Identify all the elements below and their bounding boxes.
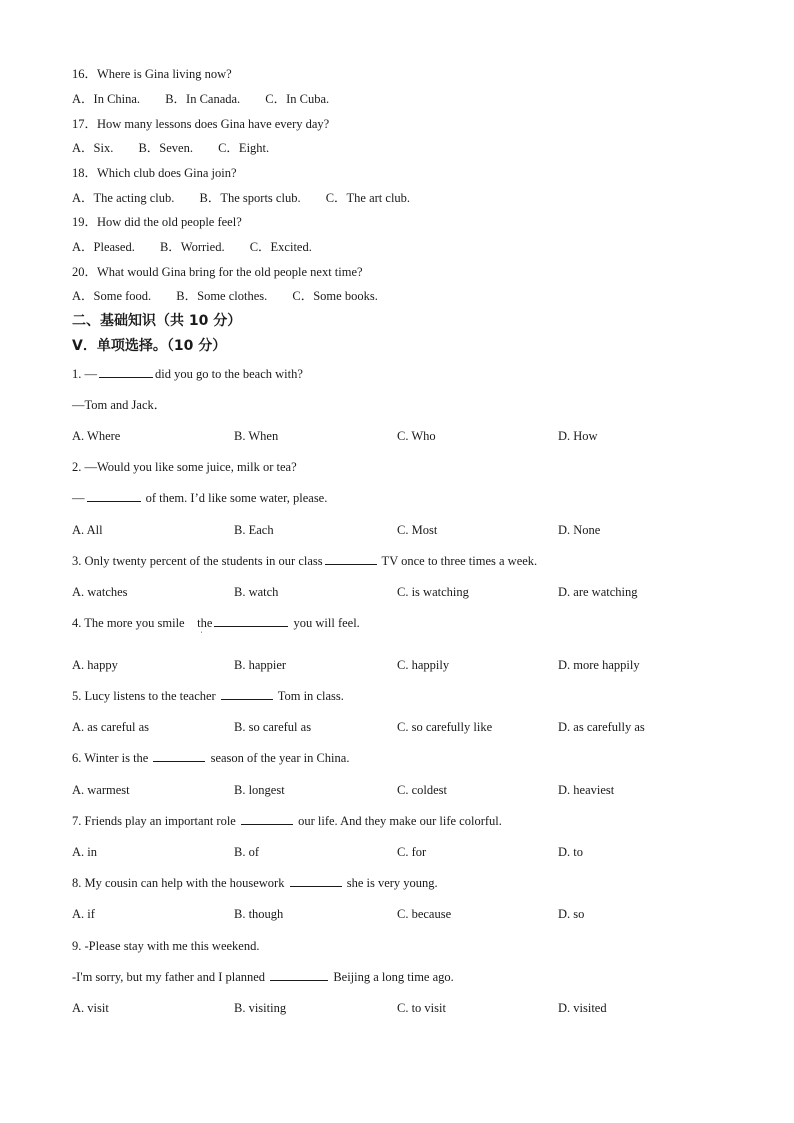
option-a: A．Some food. — [72, 289, 152, 303]
question-19: 19．How did the old people feel? — [72, 215, 242, 229]
option-c: C．Some books. — [292, 289, 378, 303]
section-2-heading: 二、基础知识（共 10 分） — [72, 313, 242, 329]
option-a: A. if — [72, 907, 95, 921]
option-b: B. longest — [234, 783, 285, 797]
mc-question-1-options — [72, 428, 712, 444]
option-a: A. watches — [72, 585, 128, 599]
question-text: season of the year in China. — [207, 751, 350, 765]
mc-question-7 — [72, 813, 502, 829]
option-c: C．The art club. — [325, 191, 411, 205]
answer-blank[interactable] — [290, 875, 342, 887]
mc-question-1-reply: —Tom and Jack． — [72, 398, 167, 412]
question-text: 6. Winter is the — [72, 751, 149, 765]
answer-blank[interactable] — [270, 969, 328, 981]
option-d: D. more happily — [558, 658, 640, 672]
option-a: A. as careful as — [72, 720, 150, 734]
answer-blank[interactable] — [241, 813, 293, 825]
option-a: A．Pleased. — [72, 240, 135, 254]
question-text: 5. Lucy listens to the teacher — [72, 689, 216, 703]
option-b: B. happier — [234, 658, 287, 672]
option-b: B．Some clothes. — [176, 289, 268, 303]
answer-blank[interactable] — [99, 366, 153, 378]
question-18-options — [72, 190, 432, 206]
option-d: D. How — [558, 429, 598, 443]
answer-blank[interactable] — [153, 750, 205, 762]
question-text: did you go to the beach with? — [155, 367, 303, 381]
mc-question-5-options — [72, 719, 712, 735]
question-text: Tom in class. — [274, 689, 344, 703]
mc-question-9-reply — [72, 969, 454, 985]
option-b: B. so careful as — [234, 720, 312, 734]
option-d: D. so — [558, 907, 585, 921]
option-a: A．The acting club. — [72, 191, 175, 205]
option-a: A. Where — [72, 429, 121, 443]
mc-question-3 — [72, 553, 537, 569]
option-d: D. are watching — [558, 585, 638, 599]
question-text: -I'm sorry, but my father and I planned — [72, 970, 266, 984]
answer-blank[interactable] — [214, 615, 288, 627]
question-text: — — [72, 491, 85, 505]
option-a: A. visit — [72, 1001, 109, 1015]
question-text: you will feel. — [290, 616, 360, 630]
question-20: 20．What would Gina bring for the old people next time? — [72, 265, 363, 279]
question-text: 4. The more you smile the — [72, 616, 213, 630]
mc-question-6 — [72, 750, 349, 766]
option-c: C. happily — [397, 658, 450, 672]
option-c: C. for — [397, 845, 427, 859]
option-a: A. in — [72, 845, 97, 859]
option-c: C. to visit — [397, 1001, 446, 1015]
mc-question-2: 2. —Would you like some juice, milk or tea? — [72, 460, 297, 474]
option-d: D. to — [558, 845, 583, 859]
mc-question-6-options — [72, 782, 712, 798]
option-c: C．In Cuba. — [265, 92, 330, 106]
mc-question-3-options — [72, 584, 712, 600]
option-b: B. When — [234, 429, 279, 443]
question-text: she is very young. — [343, 876, 438, 890]
option-b: B．The sports club. — [199, 191, 301, 205]
question-text: 1. — — [72, 367, 97, 381]
option-b: B. of — [234, 845, 259, 859]
answer-blank[interactable] — [325, 553, 377, 565]
question-20-options — [72, 288, 400, 304]
option-b: B．Worried. — [159, 240, 225, 254]
mc-question-7-options — [72, 844, 712, 860]
question-16-options — [72, 91, 351, 107]
option-c: C. so carefully like — [397, 720, 493, 734]
option-b: B. though — [234, 907, 284, 921]
stray-mark: ˈ — [200, 630, 203, 640]
option-a: A. warmest — [72, 783, 130, 797]
option-c: C. is watching — [397, 585, 469, 599]
mc-question-1 — [72, 366, 303, 382]
question-text: 7. Friends play an important role — [72, 814, 236, 828]
option-b: B. Each — [234, 523, 274, 537]
option-c: C. because — [397, 907, 452, 921]
question-text: 8. My cousin can help with the housework — [72, 876, 285, 890]
question-text: TV once to three times a week. — [378, 554, 538, 568]
question-17: 17．How many lessons does Gina have every day? — [72, 117, 330, 131]
mc-question-2-options — [72, 522, 712, 538]
question-18: 18．Which club does Gina join? — [72, 166, 237, 180]
section-5-heading: Ⅴ．单项选择。（10 分） — [72, 338, 227, 354]
question-19-options — [72, 239, 334, 255]
option-a: A. happy — [72, 658, 118, 672]
option-b: B．Seven. — [138, 141, 193, 155]
mc-question-9-options — [72, 1000, 712, 1016]
option-c: C．Excited. — [249, 240, 312, 254]
option-a: A. All — [72, 523, 103, 537]
option-b: B. watch — [234, 585, 279, 599]
question-16: 16．Where is Gina living now? — [72, 67, 232, 81]
option-d: D. as carefully as — [558, 720, 645, 734]
mc-question-5 — [72, 688, 344, 704]
mc-question-9: 9. -Please stay with me this weekend. — [72, 939, 260, 953]
option-c: C. coldest — [397, 783, 447, 797]
option-a: A．In China. — [72, 92, 141, 106]
option-b: B. visiting — [234, 1001, 287, 1015]
option-b: B．In Canada. — [165, 92, 241, 106]
mc-question-2-reply — [72, 490, 327, 506]
answer-blank[interactable] — [221, 688, 273, 700]
option-d: D. visited — [558, 1001, 607, 1015]
mc-question-8 — [72, 875, 438, 891]
option-d: D. None — [558, 523, 601, 537]
option-c: C. Who — [397, 429, 436, 443]
option-d: D. heaviest — [558, 783, 615, 797]
option-c: C．Eight. — [218, 141, 270, 155]
question-text: Beijing a long time ago. — [330, 970, 454, 984]
question-text: 3. Only twenty percent of the students in our class — [72, 554, 323, 568]
mc-question-4 — [72, 615, 360, 631]
mc-question-4-options — [72, 657, 712, 673]
mc-question-8-options — [72, 906, 712, 922]
question-text: our life. And they make our life colorful. — [294, 814, 502, 828]
option-c: C. Most — [397, 523, 438, 537]
option-a: A．Six. — [72, 141, 114, 155]
answer-blank[interactable] — [87, 490, 141, 502]
question-17-options — [72, 140, 291, 156]
question-text: of them. I’d like some water, please. — [142, 491, 328, 505]
